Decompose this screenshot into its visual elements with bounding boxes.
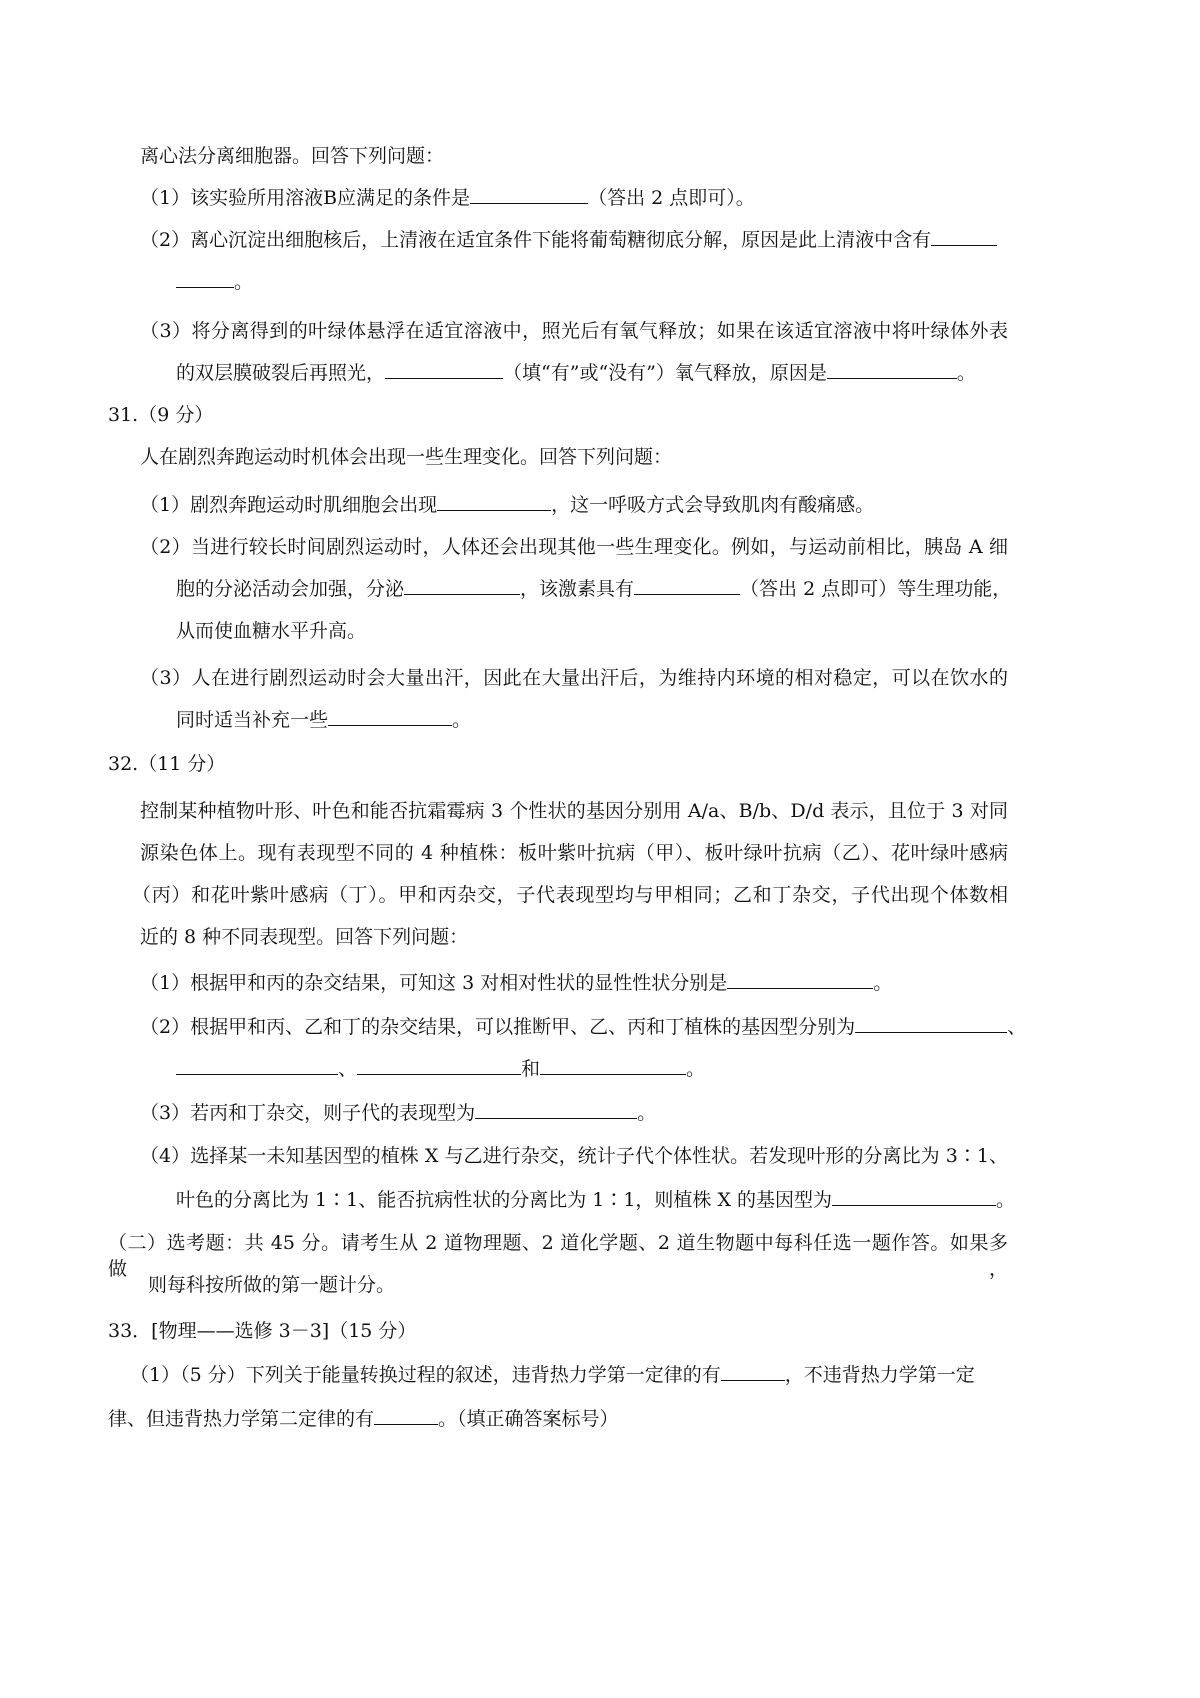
q30-part1-text: （1）该实验所用溶液B应满足的条件是: [140, 187, 471, 209]
answer-blank[interactable]: [176, 1057, 338, 1075]
q31-part1-text: （1）剧烈奔跑运动时肌细胞会出现: [140, 494, 438, 516]
q31-part2-line3-text: 从而使血糖水平升高。: [176, 620, 367, 642]
q31-intro: [140, 444, 672, 470]
q32-intro-line4: [140, 924, 468, 950]
q32-part4: [140, 1143, 1008, 1169]
q30-part2-text: （2）离心沉淀出细胞核后，上清液在适宜条件下能将葡萄糖彻底分解，原因是此上清液中含有: [140, 229, 932, 251]
q33-header-text: 33．[物理——选修 3－3]（15 分）: [108, 1320, 417, 1342]
q31-part2-mid: ，该激素具有: [520, 578, 635, 600]
q33-part1-mid: ，不违背热力学第一定: [784, 1364, 975, 1386]
q30-part3-mid: （填“有”或“没有”）氧气释放，原因是: [503, 362, 827, 384]
answer-blank[interactable]: [470, 186, 588, 204]
q30-part2-cont: [176, 269, 253, 295]
answer-blank[interactable]: [374, 1407, 438, 1425]
q31-header: [108, 402, 213, 428]
q30-part1-suffix: （答出 2 点即可）。: [588, 187, 755, 209]
q32-intro-line3-text: （丙）和花叶紫叶感病（丁）。甲和丙杂交，子代表现型均与甲相同；乙和丁杂交，子代出现个体数相: [132, 884, 1008, 906]
q32-intro-line4-text: 近的 8 种不同表现型。回答下列问题：: [140, 926, 469, 948]
answer-blank[interactable]: [357, 1057, 521, 1075]
q32-intro-line2-text: 源染色体上。现有表现型不同的 4 种植株：板叶紫叶抗病（甲）、板叶绿叶抗病（乙）、花叶绿叶感病: [140, 842, 1008, 864]
q32-part4-line1: （4）选择某一未知基因型的植株 X 与乙进行杂交，统计子代个体性状。若发现叶形的分离比为 3∶1、: [140, 1145, 1008, 1167]
q31-part3-cont: [176, 707, 471, 733]
q32-header: [108, 751, 225, 777]
answer-blank[interactable]: [855, 1015, 1007, 1033]
q32-part2-text: （2）根据甲和丙、乙和丁的杂交结果，可以推断甲、乙、丙和丁植株的基因型分别为: [140, 1016, 856, 1038]
q31-part3: [140, 665, 1008, 691]
q32-intro-line2: [140, 840, 1008, 866]
answer-blank[interactable]: [931, 228, 997, 246]
q31-part2-line3: [176, 618, 366, 644]
q33-part1-text: （1）（5 分）下列关于能量转换过程的叙述，违背热力学第一定律的有: [130, 1364, 721, 1386]
q31-part2-line1: （2）当进行较长时间剧烈运动时，人体还会出现其他一些生理变化。例如，与运动前相比，胰岛 A 细: [140, 536, 1008, 558]
q32-part2: [140, 1014, 1026, 1040]
q31-part1-suffix: ，这一呼吸方式会导致肌肉有酸痛感。: [551, 494, 875, 516]
answer-blank[interactable]: [328, 708, 452, 726]
q30-part2-suffix: 。: [234, 271, 254, 293]
q31-header-text: 31.（9 分）: [108, 404, 214, 426]
q31-part2-suffix: （答出 2 点即可）等生理功能，: [740, 578, 1012, 600]
q31-part3-line1: （3）人在进行剧烈运动时会大量出汗，因此在大量出汗后，为维持内环境的相对稳定，可以在饮水的: [140, 667, 1008, 689]
q33-header: [108, 1318, 416, 1344]
q31-part2-cont: [176, 576, 1011, 602]
q30-part3-text: 的双层膜破裂后再照光，: [176, 362, 386, 384]
answer-blank[interactable]: [176, 270, 234, 288]
q31-part2-text: 胞的分泌活动会加强，分泌: [176, 578, 405, 600]
q31-intro-text: 人在剧烈奔跑运动时机体会出现一些生理变化。回答下列问题：: [140, 446, 673, 468]
section2-line2: 则每科按所做的第一题计分。: [148, 1274, 396, 1296]
q30-part1: [140, 185, 755, 211]
q31-part3-suffix: 。: [452, 709, 472, 731]
q30-intro: [140, 143, 444, 169]
q30-part3-line1: （3）将分离得到的叶绿体悬浮在适宜溶液中，照光后有氧气释放；如果在该适宜溶液中将叶绿体外表: [140, 320, 1008, 342]
q32-part3-text: （3）若丙和丁杂交，则子代的表现型为: [140, 1102, 476, 1124]
section2-instructions-cont: [148, 1272, 395, 1298]
q33-part1-line2-text: 律、但违背热力学第二定律的有: [108, 1408, 375, 1430]
q31-part3-text: 同时适当补充一些: [176, 709, 329, 731]
q32-part2-suffix: 。: [686, 1058, 706, 1080]
section2-line1: （二）选考题：共 45 分。请考生从 2 道物理题、2 道化学题、2 道生物题中每科任选一题作答。如果多做，: [108, 1232, 1008, 1280]
answer-blank[interactable]: [385, 361, 503, 379]
q32-part2-sep1: 、: [1007, 1016, 1027, 1038]
q32-intro-line1: [140, 798, 1008, 824]
q32-part1-text: （1）根据甲和丙的杂交结果，可知这 3 对相对性状的显性性状分别是: [140, 972, 728, 994]
q33-part1-suffix: 。（填正确答案标号）: [438, 1408, 619, 1430]
q30-intro-text: 离心法分离细胞器。回答下列问题：: [140, 145, 445, 167]
q32-part2-cont: [176, 1056, 705, 1082]
answer-blank[interactable]: [540, 1057, 686, 1075]
q32-part4-cont: [176, 1187, 1015, 1213]
q32-part1: [140, 970, 892, 996]
answer-blank[interactable]: [721, 1363, 785, 1381]
q32-intro-line1-text: 控制某种植物叶形、叶色和能否抗霜霉病 3 个性状的基因分别用 A/a、B/b、D/d 表示，且位于 3 对同: [140, 800, 1008, 822]
q32-header-text: 32.（11 分）: [108, 753, 226, 775]
q32-part4-text: 叶色的分离比为 1∶1、能否抗病性状的分离比为 1∶1，则植株 X 的基因型为: [176, 1189, 833, 1211]
q30-part3-cont: [176, 360, 976, 386]
q32-part3: [140, 1100, 656, 1126]
answer-blank[interactable]: [404, 577, 520, 595]
answer-blank[interactable]: [827, 361, 957, 379]
answer-blank[interactable]: [832, 1188, 996, 1206]
q31-part2: [140, 534, 1008, 560]
answer-blank[interactable]: [475, 1101, 637, 1119]
q32-intro-line3: [132, 882, 1008, 908]
q30-part2: [140, 227, 1008, 253]
q32-part2-sep2: 、: [338, 1058, 358, 1080]
q32-part4-suffix: 。: [996, 1189, 1016, 1211]
answer-blank[interactable]: [727, 971, 873, 989]
q30-part3: [140, 318, 1008, 344]
q30-part3-suffix: 。: [956, 362, 976, 384]
q32-part3-suffix: 。: [637, 1102, 657, 1124]
q32-part1-suffix: 。: [873, 972, 893, 994]
q32-part2-and: 和: [521, 1058, 541, 1080]
answer-blank[interactable]: [634, 577, 740, 595]
q33-part1: [130, 1362, 1008, 1388]
answer-blank[interactable]: [437, 493, 551, 511]
q31-part1: [140, 492, 874, 518]
q33-part1-cont: [108, 1406, 619, 1432]
